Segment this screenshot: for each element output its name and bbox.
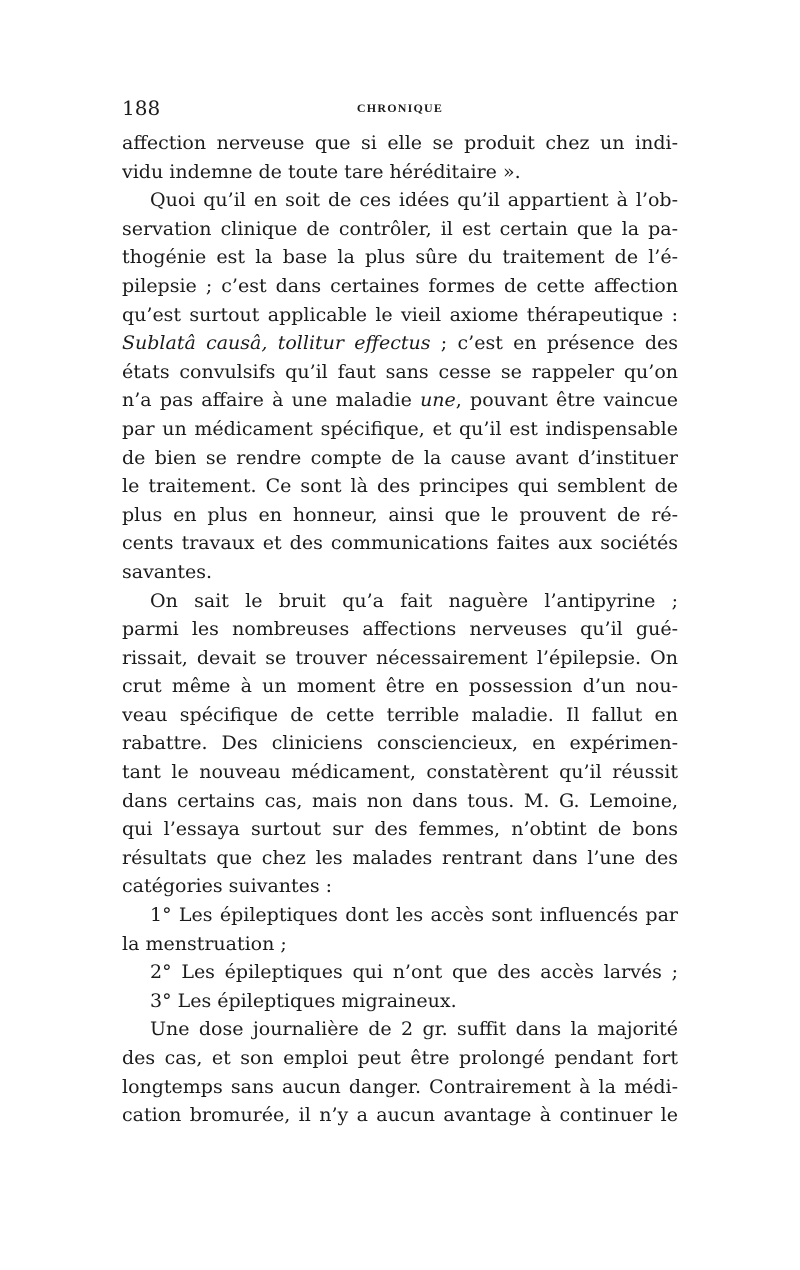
text-line: vidu indemne de toute tare héréditaire ». (122, 160, 521, 183)
text-line: résultats que chez les malades rentrant dans l’une des (122, 846, 678, 869)
text-line: états convulsifs qu’il faut sans cesse se rappeler qu’on (122, 360, 678, 383)
text-line: catégories suivantes : (122, 875, 333, 898)
text-line: de bien se rendre compte de la cause avant d’instituer (122, 446, 678, 469)
text-line: cents travaux et des communications faites aux sociétés (122, 532, 678, 555)
text-line: des cas, et son emploi peut être prolongé pendant fort (122, 1047, 678, 1069)
page-number: 188 (122, 96, 161, 120)
body-text (122, 129, 678, 1130)
text-line: Sublatâ causâ, tollitur effectus ; c’est en présence des (122, 332, 678, 355)
text-line: crut même à un moment être en possession d’un nou- (122, 675, 678, 698)
text-line: n’a pas affaire à une maladie une, pouvant être vaincue (122, 389, 678, 412)
text-line: pilepsie ; c’est dans certaines formes de cette affection (122, 274, 678, 297)
text-line: cation bromurée, il n’y a aucun avantage à continuer le (122, 1104, 678, 1127)
running-head: CHRONIQUE (356, 101, 444, 115)
text-line: qu’est surtout applicable le vieil axiome thérapeutique : (122, 303, 678, 326)
page-header (122, 96, 678, 120)
text-line: qui l’essaya surtout sur des femmes, n’obtint de bons (122, 818, 678, 841)
text-line: 2° Les épileptiques qui n’ont que des accès larvés ; (150, 961, 678, 984)
text-line: Une dose journalière de 2 gr. suffit dans la majorité (150, 1018, 678, 1041)
text-line: plus en plus en honneur, ainsi que le prouvent de ré- (122, 503, 678, 526)
text-line: affection nerveuse que si elle se produit chez un indi- (122, 132, 678, 154)
text-line: servation clinique de contrôler, il est certain que la pa- (122, 217, 678, 240)
text-line: parmi les nombreuses affections nerveuses qu’il gué- (122, 618, 678, 641)
text-line: le traitement. Ce sont là des principes qui semblent de (122, 475, 678, 498)
text-line: savantes. (122, 560, 213, 583)
text-line: thogénie est la base la plus sûre du traitement de l’é- (122, 246, 678, 269)
text-line: 3° Les épileptiques migraineux. (150, 989, 457, 1012)
text-line: longtemps sans aucun danger. Contrairement à la médi- (122, 1075, 678, 1098)
text-line: On sait le bruit qu’a fait naguère l’antipyrine ; (150, 589, 678, 612)
text-line: Quoi qu’il en soit de ces idées qu’il appartient à l’ob- (150, 189, 678, 212)
text-line: par un médicament spécifique, et qu’il est indispensable (122, 417, 678, 440)
text-line: dans certains cas, mais non dans tous. M. G. Lemoine, (122, 789, 678, 812)
text-line: la menstruation ; (122, 932, 287, 955)
text-line: veau spécifique de cette terrible maladie. Il fallut en (122, 703, 678, 726)
text-line: rissait, devait se trouver nécessairement l’épilepsie. On (122, 646, 678, 669)
text-line: 1° Les épileptiques dont les accès sont influencés par (150, 904, 678, 927)
text-line: rabattre. Des cliniciens consciencieux, en expérimen- (122, 732, 678, 755)
text-line: tant le nouveau médicament, constatèrent qu’il réussit (122, 761, 678, 784)
